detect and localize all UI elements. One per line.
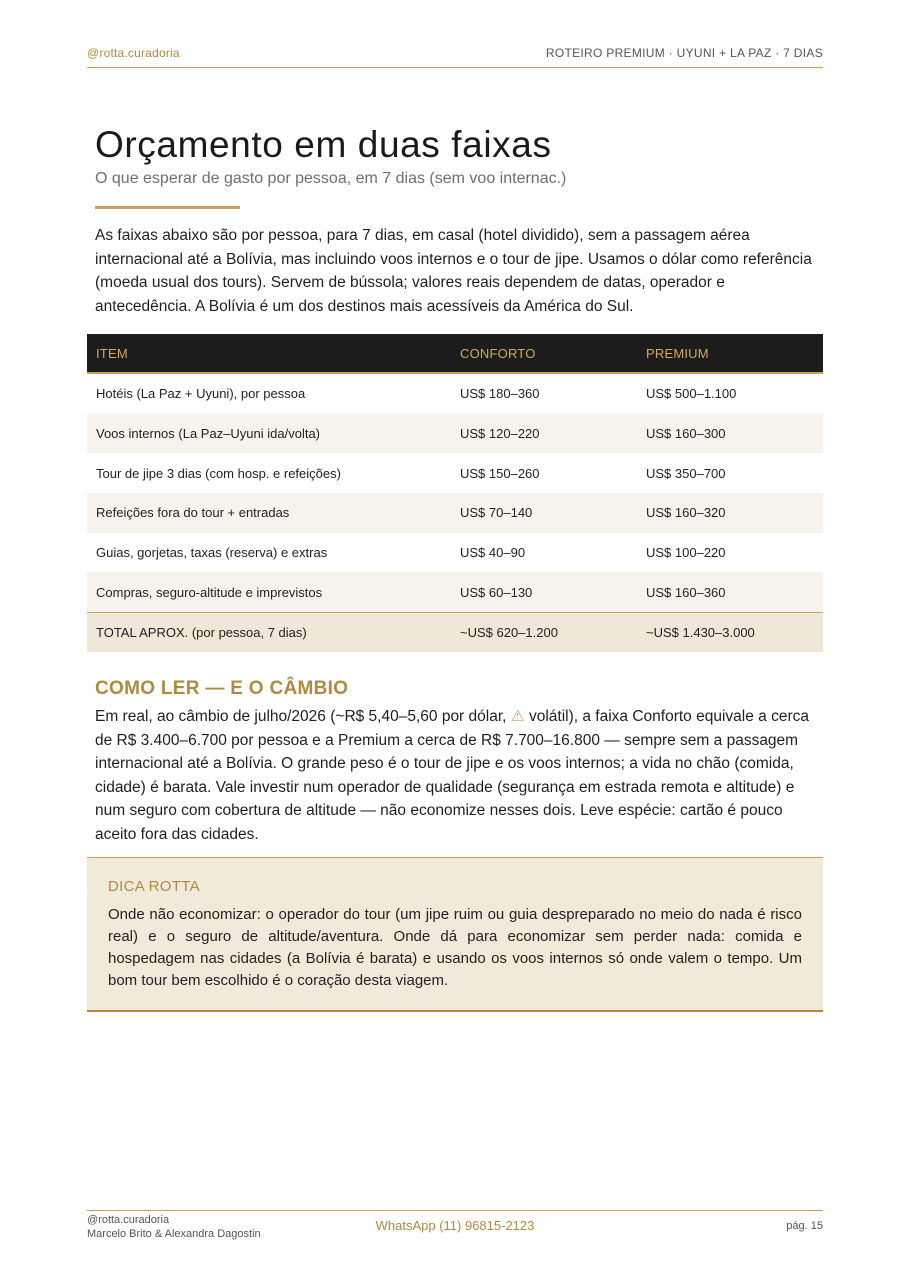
table-cell-conforto: US$ 70–140 [460, 505, 533, 521]
table-cell-premium: US$ 500–1.100 [646, 386, 737, 402]
footer-authors: Marcelo Brito & Alexandra Dagostin [87, 1228, 261, 1240]
header-brand: @rotta.curadoria [87, 46, 180, 60]
section-paragraph [95, 705, 817, 846]
table-cell-premium: US$ 350–700 [646, 465, 726, 481]
title-divider [95, 206, 240, 209]
footer-contact: WhatsApp (11) 96815-2123 [375, 1218, 535, 1233]
table-cell-item: Refeições fora do tour + entradas [96, 505, 290, 521]
table-cell-item: Guias, gorjetas, taxas (reserva) e extras [96, 545, 328, 561]
table-cell-conforto: US$ 150–260 [460, 465, 540, 481]
intro-paragraph: As faixas abaixo são por pessoa, para 7 dias, em casal (hotel dividido), sem a passagem aérea internacional até a Bolívia, mas incluindo voos internos e o tour de jipe. Usamos o dólar como referência (moeda usual dos tours). Servem de bússola; valores reais dependem de datas, operador e antecedência. A Bolívia é um dos destinos mais acessíveis da América do Sul. [95, 227, 812, 315]
page-subtitle: O que esperar de gasto por pessoa, em 7 dias (sem voo internac.) [95, 170, 567, 187]
table-cell-premium: US$ 160–320 [646, 505, 726, 521]
table-cell-item: Tour de jipe 3 dias (com hosp. e refeições) [96, 465, 341, 481]
table-cell-item: Hotéis (La Paz + Uyuni), por pessoa [96, 386, 306, 402]
table-header-row [87, 334, 823, 374]
page-header [87, 44, 823, 68]
page-title: Orçamento em duas faixas [95, 124, 552, 165]
table-header-item: ITEM [96, 345, 128, 361]
warning-icon: ⚠ [510, 708, 525, 725]
table-total-conforto: ~US$ 620–1.200 [460, 624, 558, 640]
section-heading: COMO LER — E O CÂMBIO [95, 678, 349, 699]
section-text-part2: volátil), a faixa Conforto equivale a cerca de R$ 3.400–6.700 por pessoa e a Premium a cerca de R$ 7.700–16.800 — sempre sem a passagem internacional até a Bolívia. O grande peso é o tour de jipe e os voos internos; a vida no chão (comida, cidade) é barata. Vale investir num operador de qualidade (segurança em estrada remota e altitude) e num seguro com cobertura de altitude — não economize nesses dois. Leve espécie: cartão é pouco aceito fora das cidades. [95, 708, 809, 843]
tip-box [87, 857, 823, 1012]
footer-brand: @rotta.curadoria [87, 1214, 170, 1226]
table-row [87, 533, 823, 573]
page-footer [87, 1210, 823, 1250]
section-text-part1: Em real, ao câmbio de julho/2026 (~R$ 5,40–5,60 por dólar, [95, 708, 511, 725]
table-row [87, 414, 823, 454]
table-cell-premium: US$ 160–300 [646, 426, 726, 442]
table-cell-item: Voos internos (La Paz–Uyuni ida/volta) [96, 426, 321, 442]
table-header-conforto: CONFORTO [460, 345, 536, 361]
page-number: pág. 15 [786, 1220, 823, 1232]
table-cell-item: Compras, seguro-altitude e imprevistos [96, 584, 323, 600]
table-row [87, 493, 823, 533]
table-cell-conforto: US$ 120–220 [460, 426, 540, 442]
table-total-label: TOTAL APROX. (por pessoa, 7 dias) [96, 624, 307, 640]
budget-table [87, 334, 823, 652]
table-cell-conforto: US$ 40–90 [460, 545, 526, 561]
table-cell-conforto: US$ 60–130 [460, 584, 533, 600]
table-row [87, 374, 823, 414]
table-row [87, 572, 823, 612]
tip-title: DICA ROTTA [108, 878, 200, 895]
table-header-premium: PREMIUM [646, 345, 709, 361]
table-cell-premium: US$ 160–360 [646, 584, 726, 600]
tip-text: Onde não economizar: o operador do tour (um jipe ruim ou guia despreparado no meio do nada é risco real) e o seguro de altitude/aventura. Onde dá para economizar sem perder nada: comida e hospedagem nas cidades (a Bolívia é barata) e usando os voos internos só onde valem o tempo. Um bom tour bem escolhido é o coração desta viagem. [108, 906, 802, 989]
header-doc-title: ROTEIRO PREMIUM · UYUNI + LA PAZ · 7 DIAS [545, 46, 823, 60]
table-total-row [87, 612, 823, 652]
table-row [87, 453, 823, 493]
table-cell-conforto: US$ 180–360 [460, 386, 540, 402]
table-total-premium: ~US$ 1.430–3.000 [646, 624, 755, 640]
table-cell-premium: US$ 100–220 [646, 545, 726, 561]
